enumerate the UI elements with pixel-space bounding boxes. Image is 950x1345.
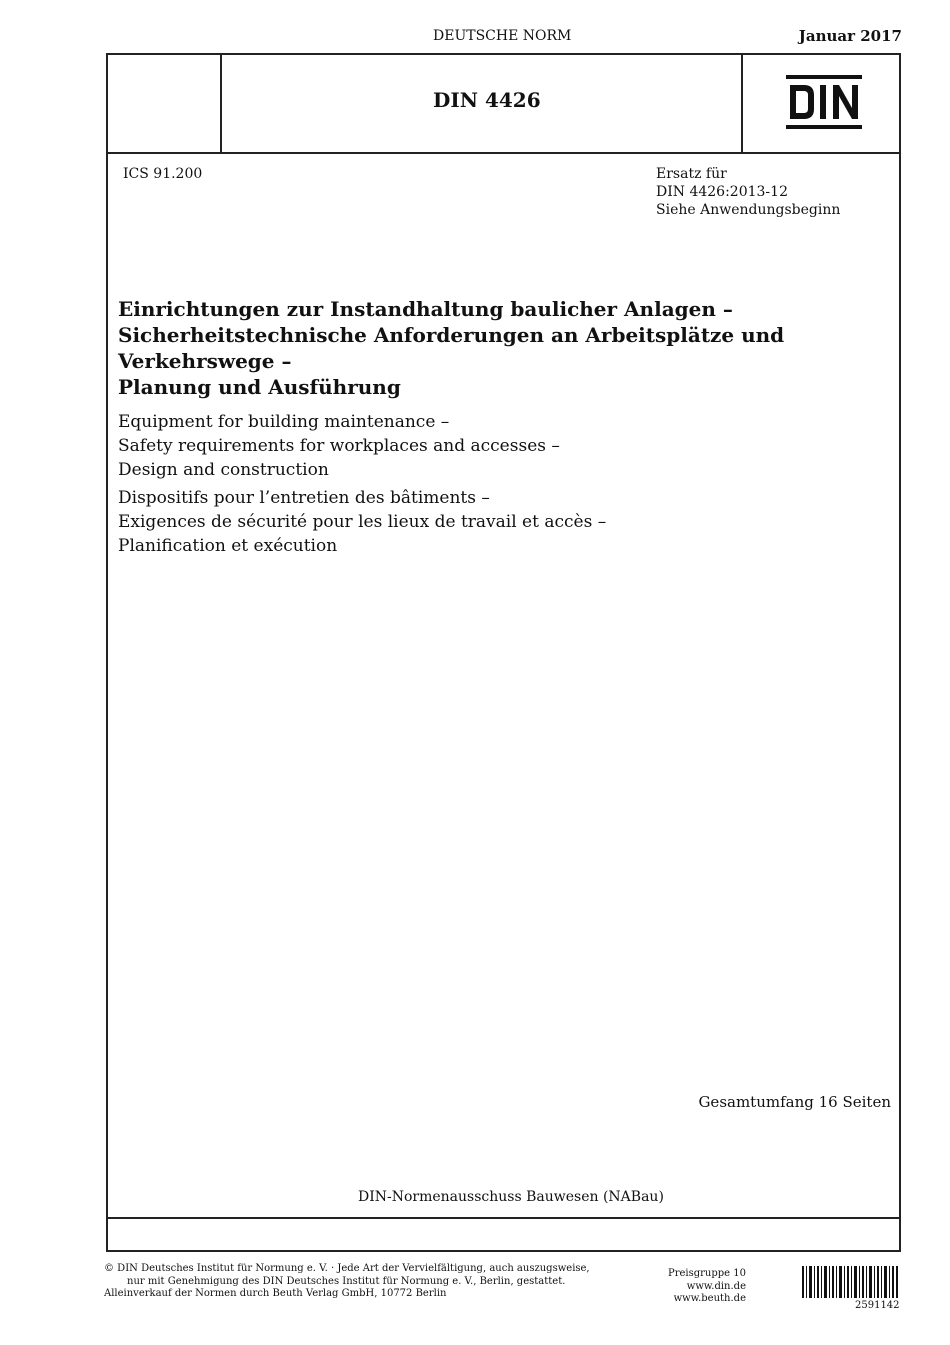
german-title (118, 296, 878, 400)
title-line: Exigences de sécurité pour les lieux de travail et accès – (118, 512, 607, 532)
replacement-info (656, 165, 840, 219)
french-title (118, 486, 878, 558)
replacement-line: DIN 4426:2013-12 (656, 184, 788, 200)
copyright-notice (104, 1263, 624, 1301)
publication-date: Januar 2017 (798, 27, 902, 45)
divider (106, 152, 901, 154)
title-line: Design and construction (118, 460, 329, 480)
standard-number: DIN 4426 (433, 88, 541, 112)
title-frame (106, 53, 901, 1252)
barcode (802, 1266, 900, 1298)
committee-name: DIN-Normenausschuss Bauwesen (NABau) (358, 1189, 664, 1205)
copyright-line: Alleinverkauf der Normen durch Beuth Verlag GmbH, 10772 Berlin (104, 1288, 447, 1299)
divider (220, 53, 222, 154)
ics-code: ICS 91.200 (123, 166, 203, 182)
website-link[interactable]: www.din.de (686, 1280, 746, 1292)
copyright-line: nur mit Genehmigung des DIN Deutsches Institut für Normung e. V., Berlin, gestattet. (127, 1275, 566, 1287)
title-line: Dispositifs pour l’entretien des bâtiments – (118, 488, 490, 508)
title-line: Verkehrswege – (118, 349, 292, 373)
page-total: Gesamtumfang 16 Seiten (698, 1093, 891, 1111)
english-title (118, 410, 878, 482)
title-line: Safety requirements for workplaces and accesses – (118, 436, 560, 456)
replacement-line: Ersatz für (656, 166, 727, 182)
title-line: Planung und Ausführung (118, 375, 401, 399)
title-line: Planification et exécution (118, 536, 338, 556)
replacement-line: Siehe Anwendungsbeginn (656, 202, 841, 218)
barcode-number: 2591142 (855, 1300, 900, 1311)
divider (106, 1217, 901, 1219)
copyright-line: © DIN Deutsches Institut für Normung e. V. · Jede Art der Vervielfältigung, auch auszugsweise, (104, 1263, 590, 1274)
document-type-label: DEUTSCHE NORM (433, 28, 572, 44)
price-group: Preisgruppe 10 (667, 1268, 746, 1279)
title-line: Einrichtungen zur Instandhaltung baulicher Anlagen – (118, 297, 733, 321)
divider (741, 53, 743, 154)
website-link[interactable]: www.beuth.de (673, 1293, 746, 1304)
din-logo (786, 75, 862, 131)
title-line: Equipment for building maintenance – (118, 412, 450, 432)
price-info (646, 1268, 746, 1306)
title-line: Sicherheitstechnische Anforderungen an Arbeitsplätze und (118, 323, 785, 347)
